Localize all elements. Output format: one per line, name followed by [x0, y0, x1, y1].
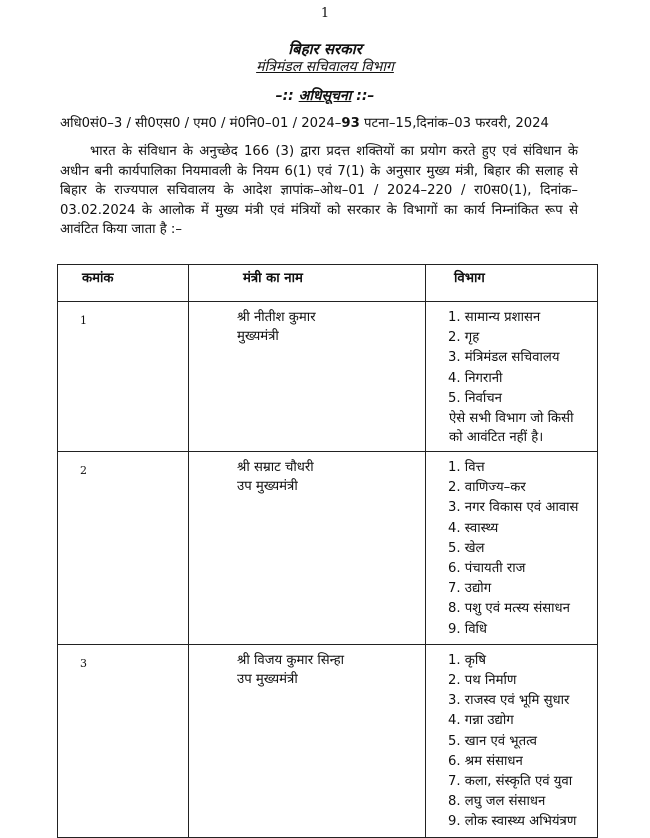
minister-allocation-table — [57, 264, 598, 838]
minister-cell — [189, 452, 426, 645]
row-serial: 1 — [58, 302, 189, 452]
row-serial: 2 — [58, 452, 189, 645]
notification-prefix: –:: — [275, 88, 299, 104]
department-item: 3. नगर विकास एवं आवास — [448, 500, 579, 516]
department-item: 8. लघु जल संसाधन — [448, 794, 546, 810]
row-serial: 3 — [58, 644, 189, 837]
header-department: विभाग — [426, 265, 598, 302]
table-row — [58, 452, 598, 645]
minister-cell — [189, 644, 426, 837]
minister-name: श्री विजय कुमार सिन्हा — [237, 652, 345, 668]
department-title: मंत्रिमंडल सचिवालय विभाग — [256, 59, 394, 75]
reference-line — [60, 113, 600, 131]
department-item: 1. वित्त — [448, 460, 485, 476]
department-list — [448, 308, 589, 409]
department-item: 1. सामान्य प्रशासन — [448, 310, 541, 325]
department-item: 4. निगरानी — [448, 370, 503, 386]
department-item: 2. पथ निर्माण — [448, 673, 517, 689]
department-cell — [426, 644, 598, 837]
department-cell — [426, 302, 598, 452]
intro-paragraph — [60, 142, 578, 240]
department-list — [448, 651, 589, 833]
department-item: 9. लोक स्वास्थ्य अभियंत्रण — [448, 814, 577, 830]
department-item: 8. पशु एवं मत्स्य संसाधन — [448, 601, 570, 617]
department-item: 2. वाणिज्य–कर — [448, 480, 526, 496]
notification-suffix: ::– — [351, 88, 375, 104]
minister-cell — [189, 302, 426, 452]
page-number: 1 — [320, 6, 330, 21]
minister-designation: उप मुख्यमंत्री — [237, 671, 298, 687]
department-item: 5. निर्वाचन — [448, 390, 502, 406]
department-item: 4. स्वास्थ्य — [448, 520, 499, 536]
department-item: 9. विधि — [448, 621, 488, 637]
table-header-row — [58, 265, 598, 302]
department-item: 1. कृषि — [448, 652, 486, 668]
header-serial: कमांक — [58, 265, 189, 302]
document-header — [0, 40, 650, 76]
notification-title: अधिसूचना — [298, 88, 352, 104]
table-row — [58, 302, 598, 452]
department-item: 3. राजस्व एवं भूमि सुधार — [448, 693, 570, 709]
department-item: 2. गृह — [448, 330, 480, 346]
intro-text: भारत के संविधान के अनुच्छेद 166 (3) द्वारा प्रदत्त शक्तियों का प्रयोग करते हुए एवं संविधान के अधीन बनी कार्यपालिका नियमावली के नियम 6(1) एवं 7(1) के अनुसार मुख्य मंत्री, बिहार की सलाह से बिहार के राज्यपाल सचिवालय के आदेश ज्ञापांक–ओथ–01 / 2024–220 / रा0स0(1), दिनांक–03.02.2024 के आलोक में मुख्य मंत्री एवं मंत्रियों को सरकार के विभागों का कार्य निम्नांकित रूप से आवंटित किया जाता है :– — [60, 144, 578, 237]
reference-number: 93 — [341, 116, 360, 131]
department-item: 7. कला, संस्कृति एवं युवा — [448, 774, 573, 790]
department-cell — [426, 452, 598, 645]
department-item: 4. गन्ना उद्योग — [448, 713, 514, 729]
minister-name: श्री नीतीश कुमार — [237, 310, 316, 325]
table-row — [58, 644, 598, 837]
department-item: 5. खान एवं भूतत्व — [448, 733, 537, 749]
department-item: 5. खेल — [448, 540, 485, 556]
minister-name: श्री सम्राट चौधरी — [237, 460, 314, 476]
department-item: 6. पंचायती राज — [448, 561, 526, 577]
header-minister-name: मंत्री का नाम — [189, 265, 426, 302]
notification-heading — [0, 86, 650, 105]
department-item: 6. श्रम संसाधन — [448, 753, 523, 769]
department-item: 3. मंत्रिमंडल सचिवालय — [448, 350, 560, 366]
government-title: बिहार सरकार — [288, 40, 362, 58]
minister-designation: मुख्यमंत्री — [237, 329, 279, 344]
reference-place-date: पटना–15,दिनांक–03 फरवरी, 2024 — [359, 116, 549, 131]
minister-designation: उप मुख्यमंत्री — [237, 479, 298, 495]
unallocated-departments-note: ऐसे सभी विभाग जो किसी को आवंटित नहीं है। — [449, 411, 574, 446]
reference-code: अधि0सं0–3 / सी0एस0 / एम0 / मं0नि0–01 / 2024– — [60, 116, 342, 131]
department-list — [448, 458, 589, 640]
department-item: 7. उद्योग — [448, 581, 492, 597]
